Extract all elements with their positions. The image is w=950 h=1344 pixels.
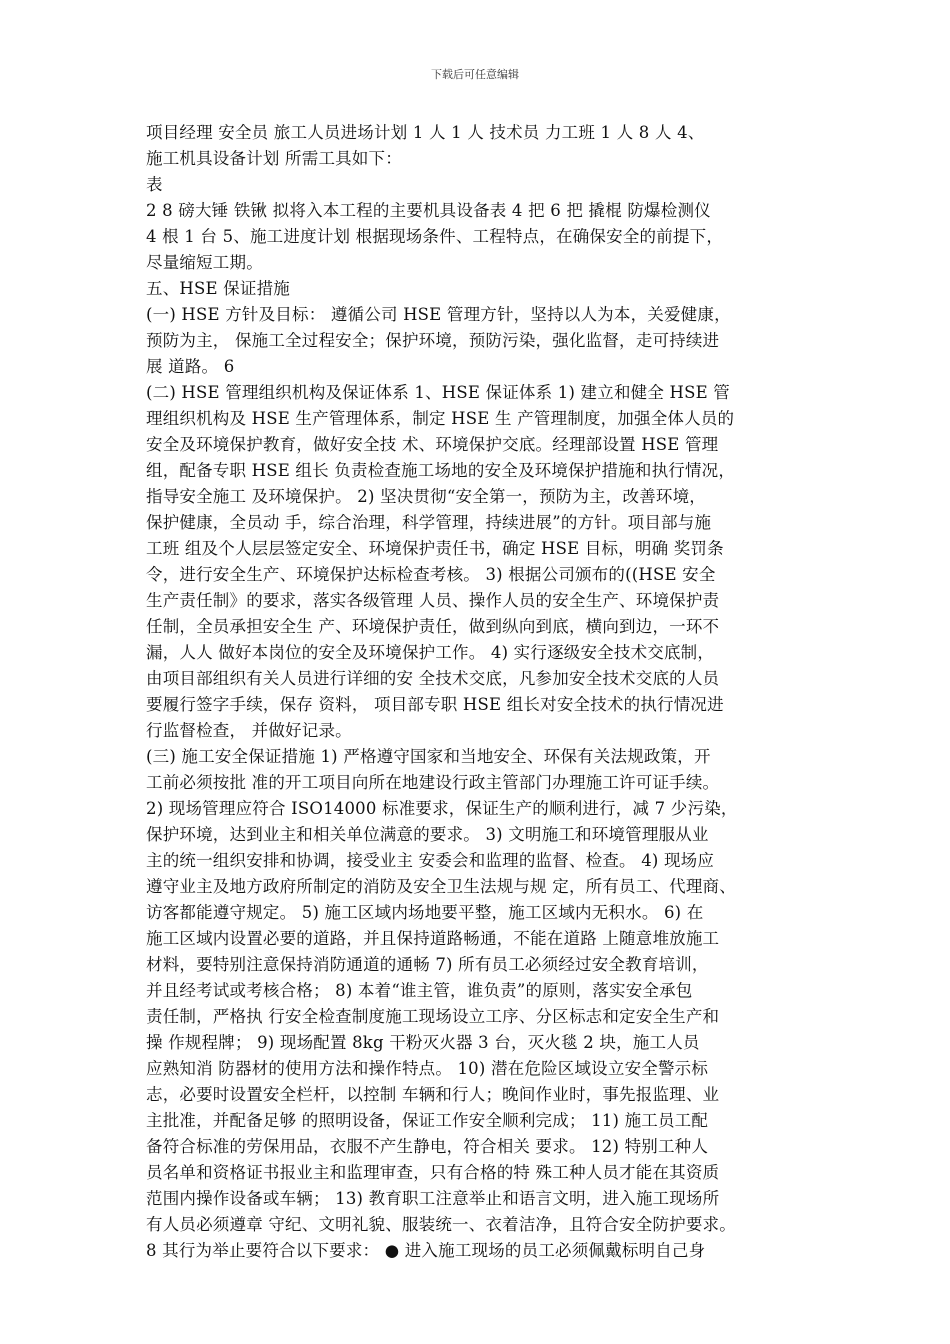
text-line: 访客都能遵守规定。 5) 施工区域内场地要平整，施工区域内无积水。 6) 在 — [146, 903, 704, 922]
text-line: (一) HSE 方针及目标： 遵循公司 HSE 管理方针，坚持以人为本，关爱健康， — [146, 305, 731, 324]
text-line: 有人员必须遵章 守纪、文明礼貌、服装统一、衣着洁净，且符合安全防护要求。 — [146, 1215, 736, 1234]
text-line: 令，进行安全生产、环境保护达标检查考核。 3) 根据公司颁布的((HSE 安全 — [146, 565, 716, 584]
text-line: 行监督检查， 并做好记录。 — [146, 721, 352, 740]
text-line: (二) HSE 管理组织机构及保证体系 1、HSE 保证体系 1) 建立和健全 HSE 管 — [146, 383, 730, 402]
text-line: 任制，全员承担安全生 产、环境保护责任，做到纵向到底，横向到边，一环不 — [146, 617, 720, 636]
document-body — [146, 120, 810, 1264]
text-line: 项目经理 安全员 旅工人员进场计划 1 人 1 人 技术员 力工班 1 人 8 人 4、 — [146, 123, 705, 142]
text-line: 由项目部组织有关人员进行详细的安 全技术交底，凡参加安全技术交底的人员 — [146, 669, 720, 688]
text-line: 范围内操作设备或车辆； 13) 教育职工注意举止和语言文明，进入施工现场所 — [146, 1189, 720, 1208]
text-line: 五、HSE 保证措施 — [146, 279, 290, 298]
text-line: 志，必要时设置安全栏杆，以控制 车辆和行人；晚间作业时，事先报监理、业 — [146, 1085, 720, 1104]
text-line: 施工机具设备计划 所需工具如下： — [146, 149, 402, 168]
text-line: 安全及环境保护教育，做好安全技 术、环境保护交底。经理部设置 HSE 管理 — [146, 435, 719, 454]
text-line: 表 — [146, 175, 163, 194]
text-line: 主的统一组织安排和协调，接受业主 安委会和监理的监督、检查。 4) 现场应 — [146, 851, 715, 870]
text-line: 2 8 磅大锤 铁锹 拟将入本工程的主要机具设备表 4 把 6 把 撬棍 防爆检测仪 — [146, 201, 711, 220]
text-line: 操 作规程牌； 9) 现场配置 8kg 干粉灭火器 3 台，灭火毯 2 块，施工人员 — [146, 1033, 700, 1052]
text-line: 备符合标准的劳保用品，衣服不产生静电，符合相关 要求。 12) 特别工种人 — [146, 1137, 709, 1156]
text-line: 工班 组及个人层层签定安全、环境保护责任书，确定 HSE 目标，明确 奖罚条 — [146, 539, 724, 558]
text-line: 展 道路。 6 — [146, 357, 235, 376]
text-line: 指导安全施工 及环境保护。 2) 坚决贯彻“安全第一，预防为主，改善环境， — [146, 487, 707, 506]
text-line: 并且经考试或考核合格； 8) 本着“谁主管，谁负责”的原则，落实安全承包 — [146, 981, 693, 1000]
text-line: 保护健康，全员动 手，综合治理，科学管理，持续进展”的方针。项目部与施 — [146, 513, 712, 532]
text-line: 施工区域内设置必要的道路，并且保持道路畅通，不能在道路 上随意堆放施工 — [146, 929, 720, 948]
text-line: 生产责任制》的要求，落实各级管理 人员、操作人员的安全生产、环境保护责 — [146, 591, 720, 610]
text-line: 8 其行为举止要符合以下要求： ● 进入施工现场的员工必须佩戴标明自己身 — [146, 1241, 706, 1260]
text-line: 应熟知消 防器材的使用方法和操作特点。 10) 潜在危险区域设立安全警示标 — [146, 1059, 709, 1078]
text-line: 预防为主， 保施工全过程安全；保护环境，预防污染，强化监督，走可持续进 — [146, 331, 720, 350]
page-header: 下载后可任意编辑 — [431, 68, 519, 81]
text-line: 责任制，严格执 行安全检查制度施工现场设立工序、分区标志和定安全生产和 — [146, 1007, 720, 1026]
text-line: 漏，人人 做好本岗位的安全及环境保护工作。 4) 实行逐级安全技术交底制， — [146, 643, 715, 662]
text-line: 尽量缩短工期。 — [146, 253, 263, 272]
text-line: 组，配备专职 HSE 组长 负责检查施工场地的安全及环境保护措施和执行情况， — [146, 461, 736, 480]
text-line: 理组织机构及 HSE 生产管理体系，制定 HSE 生 产管理制度，加强全体人员的 — [146, 409, 735, 428]
text-line: 要履行签字手续，保存 资料， 项目部专职 HSE 组长对安全技术的执行情况进 — [146, 695, 724, 714]
text-line: 4 根 1 台 5、施工进度计划 根据现场条件、工程特点，在确保安全的前提下， — [146, 227, 724, 246]
text-line: 遵守业主及地方政府所制定的消防及安全卫生法规与规 定，所有员工、代理商、 — [146, 877, 736, 896]
text-line: 主批准，并配备足够 的照明设备，保证工作安全顺利完成； 11) 施工员工配 — [146, 1111, 709, 1130]
text-line: (三) 施工安全保证措施 1) 严格遵守国家和当地安全、环保有关法规政策，开 — [146, 747, 711, 766]
text-line: 2) 现场管理应符合 ISO14000 标准要求，保证生产的顺利进行，减 7 少污染， — [146, 799, 738, 818]
text-line: 保护环境，达到业主和相关单位满意的要求。 3) 文明施工和环境管理服从业 — [146, 825, 709, 844]
text-line: 工前必须按批 准的开工项目向所在地建设行政主管部门办理施工许可证手续。 — [146, 773, 720, 792]
text-line: 员名单和资格证书报业主和监理审查，只有合格的特 殊工种人员才能在其资质 — [146, 1163, 720, 1182]
text-line: 材料，要特别注意保持消防通道的通畅 7) 所有员工必须经过安全教育培训， — [146, 955, 709, 974]
